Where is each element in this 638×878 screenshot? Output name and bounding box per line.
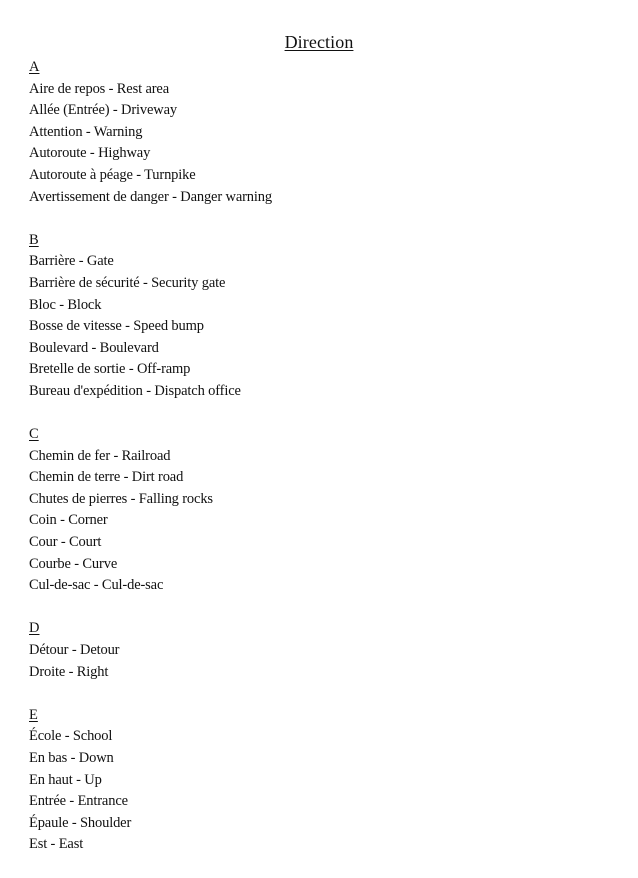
glossary-entry: En bas - Down [29,750,114,766]
glossary-entry: Barrière de sécurité - Security gate [29,274,226,291]
glossary-entry: Barrière - Gate [29,253,114,270]
glossary-entry: Droite - Right [29,663,109,680]
glossary-entry: Bureau d'expédition - Dispatch office [29,382,241,399]
glossary-section-d [29,618,609,683]
glossary-entry: École - School [29,728,113,745]
glossary-entry: Bretelle de sortie - Off-ramp [29,361,191,378]
section-letter-heading: D [29,620,40,637]
glossary-entry: Boulevard - Boulevard [29,339,159,356]
section-letter-heading: A [29,59,40,75]
glossary-entry: Avertissement de danger - Danger warning [29,188,272,205]
glossary-entry: Chemin de fer - Railroad [29,447,171,464]
glossary-entry: Entrée - Entrance [29,793,128,810]
glossary-section-b [29,230,609,403]
page-title: Direction [284,32,354,52]
glossary-entry: En haut - Up [29,771,102,788]
glossary-entry: Autoroute - Highway [29,145,151,162]
glossary-entry: Coin - Corner [29,512,108,529]
glossary-content [29,57,609,856]
glossary-entry: Allée (Entrée) - Driveway [29,102,178,119]
glossary-entry: Chutes de pierres - Falling rocks [29,490,213,507]
glossary-entry: Cour - Court [29,534,102,551]
section-letter-heading: B [29,231,39,248]
glossary-section-c [29,424,609,597]
glossary-entry: Est - East [29,836,84,853]
glossary-entry: Bosse de vitesse - Speed bump [29,318,204,335]
glossary-section-a [29,57,609,208]
glossary-entry: Détour - Detour [29,642,120,659]
glossary-entry: Courbe - Curve [29,555,118,572]
glossary-entry: Attention - Warning [29,123,143,140]
section-letter-heading: C [29,426,39,443]
glossary-entry: Aire de repos - Rest area [29,80,169,97]
glossary-entry: Bloc - Block [29,296,102,313]
glossary-section-e [29,705,609,856]
glossary-entry: Chemin de terre - Dirt road [29,469,184,486]
glossary-entry: Autoroute à péage - Turnpike [29,166,196,183]
glossary-entry: Épaule - Shoulder [29,814,132,831]
section-letter-heading: E [29,706,38,723]
glossary-entry: Cul-de-sac - Cul-de-sac [29,577,164,594]
